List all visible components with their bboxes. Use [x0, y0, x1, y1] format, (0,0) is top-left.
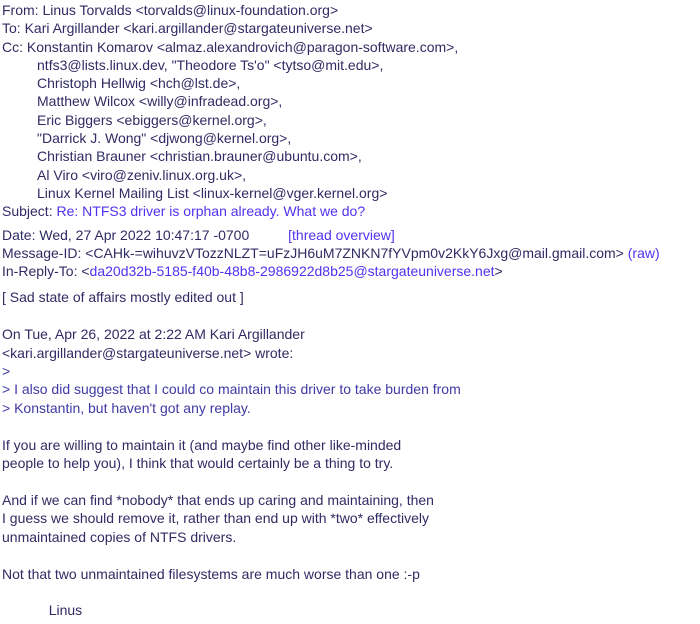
header-line-cc-cont	[2, 129, 698, 147]
header-line-cc-cont	[2, 92, 698, 110]
in-reply-to-label: In-Reply-To: <	[2, 263, 90, 280]
attribution-line	[2, 344, 698, 362]
cc-header-text: Eric Biggers <ebiggers@kernel.org>,	[2, 111, 267, 128]
header-line-subject	[2, 202, 698, 220]
thread-overview-link[interactable]: [thread overview]	[288, 226, 395, 243]
raw-link[interactable]: (raw)	[627, 244, 660, 261]
body-line-blank	[2, 417, 698, 435]
header-line-cc-cont	[2, 166, 698, 184]
body-line-blank	[2, 473, 698, 491]
cc-header-text: Linux Kernel Mailing List <linux-kernel@vger.kernel.org>	[2, 184, 388, 201]
cc-header-text: Christian Brauner <christian.brauner@ubuntu.com>,	[2, 148, 362, 165]
body-text: people to help you), I think that would certainly be a thing to try.	[2, 455, 394, 472]
body-line	[2, 491, 698, 509]
header-line-cc-cont	[2, 147, 698, 165]
to-header-text: To: Kari Argillander <kari.argillander@stargateuniverse.net>	[2, 20, 373, 37]
header-line-cc	[2, 38, 698, 56]
body-line	[2, 509, 698, 527]
body-line-blank	[2, 546, 698, 564]
header-line-from	[2, 1, 698, 19]
header-line-cc-cont	[2, 111, 698, 129]
quoted-text: >	[2, 363, 11, 380]
cc-header-text: Al Viro <viro@zeniv.linux.org.uk>,	[2, 166, 247, 183]
cc-header-text: Matthew Wilcox <willy@infradead.org>,	[2, 93, 283, 110]
email-headers	[2, 1, 698, 280]
message-id-text: Message-ID: <CAHk-=wihuvzVTozzNLZT=uFzJH6uM7ZNKN7fYVpm0v2KkY6Jxg@mail.gmail.com>	[2, 244, 628, 261]
header-line-cc-cont	[2, 56, 698, 74]
quoted-text: > I also did suggest that I could co maintain this driver to take burden from	[2, 381, 461, 398]
in-reply-to-bracket: >	[494, 263, 503, 280]
from-header-text: From: Linus Torvalds <torvalds@linux-foundation.org>	[2, 2, 339, 18]
body-text: Not that two unmaintained filesystems are much worse than one :-p	[2, 565, 420, 582]
body-line-blank	[2, 583, 698, 601]
header-line-date	[2, 226, 698, 244]
body-line	[2, 436, 698, 454]
cc-header-text: Cc: Konstantin Komarov <almaz.alexandrovich@paragon-software.com>,	[2, 38, 459, 55]
body-line-blank	[2, 307, 698, 325]
header-line-to	[2, 19, 698, 37]
header-line-cc-cont	[2, 74, 698, 92]
cc-header-text: Christoph Hellwig <hch@lst.de>,	[2, 75, 241, 92]
body-text: I guess we should remove it, rather than end up with *two* effectively	[2, 510, 429, 527]
header-line-in-reply-to	[2, 262, 698, 280]
subject-label: Subject:	[2, 203, 57, 220]
quoted-text: > Konstantin, but haven't got any replay.	[2, 399, 251, 416]
quote-line	[2, 380, 698, 398]
signature-text: Linus	[2, 602, 83, 619]
body-line	[2, 528, 698, 546]
body-line	[2, 288, 698, 306]
cc-header-text: ntfs3@lists.linux.dev, "Theodore Ts'o" <tytso@mit.edu>,	[2, 56, 384, 73]
header-line-cc-cont	[2, 184, 698, 202]
body-text: On Tue, Apr 26, 2022 at 2:22 AM Kari Argillander	[2, 326, 305, 343]
subject-link[interactable]: Re: NTFS3 driver is orphan already. What we do?	[56, 203, 366, 220]
body-text: unmaintained copies of NTFS drivers.	[2, 528, 237, 545]
body-text: [ Sad state of affairs mostly edited out ]	[2, 289, 244, 306]
quote-line	[2, 362, 698, 380]
in-reply-to-link[interactable]: da20d32b-5185-f40b-48b8-2986922d8b25@stargateuniverse.net	[89, 263, 495, 280]
email-body	[2, 288, 698, 619]
header-line-message-id	[2, 244, 698, 262]
body-line	[2, 454, 698, 472]
attribution-line	[2, 325, 698, 343]
body-text: <kari.argillander@stargateuniverse.net> wrote:	[2, 344, 294, 361]
quote-line	[2, 399, 698, 417]
signature-line	[2, 601, 698, 619]
body-text: If you are willing to maintain it (and maybe find other like-minded	[2, 436, 402, 453]
date-header-text: Date: Wed, 27 Apr 2022 10:47:17 -0700	[2, 226, 289, 243]
body-text: And if we can find *nobody* that ends up caring and maintaining, then	[2, 491, 434, 508]
cc-header-text: "Darrick J. Wong" <djwong@kernel.org>,	[2, 130, 292, 147]
body-line	[2, 565, 698, 583]
